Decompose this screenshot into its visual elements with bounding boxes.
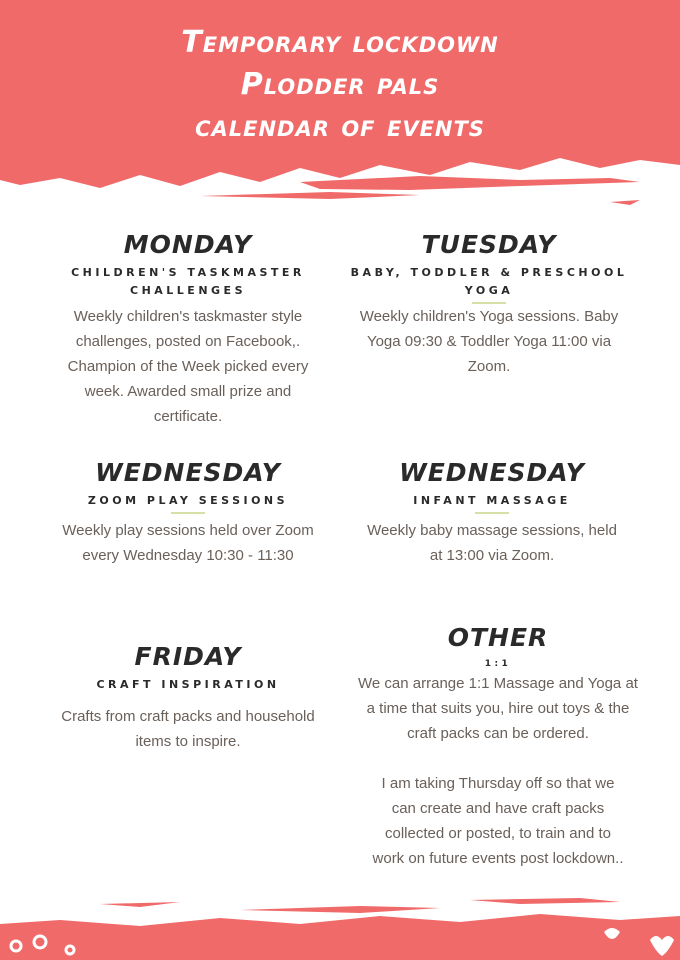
wednesday-zoom-section <box>46 458 330 568</box>
event-description: Weekly children's taskmaster style challenges, posted on Facebook,. Champion of the Week picked every week. Awarded small prize and certificate. <box>67 308 309 425</box>
event-note: I am taking Thursday off so that we can create and have craft packs collected or posted, to train and to work on future events post lockdown.. <box>372 775 624 867</box>
title-line-2: Plodder pals <box>240 67 440 102</box>
event-description: Crafts from craft packs and household items to inspire. <box>61 708 315 750</box>
tuesday-section <box>344 230 634 379</box>
event-subtitle: BABY, TODDLER & PRESCHOOL YOGA <box>350 266 628 297</box>
event-subtitle: 1:1 <box>484 659 512 669</box>
day-heading: FRIDAY <box>134 642 242 671</box>
title-line-3: calendar of events <box>195 109 485 144</box>
footer-banner <box>0 880 680 960</box>
event-subtitle: CRAFT INSPIRATION <box>96 678 280 691</box>
event-subtitle: CHILDREN'S TASKMASTER CHALLENGES <box>71 266 305 297</box>
header-banner <box>0 0 680 200</box>
friday-section <box>46 642 330 754</box>
subtitle-underline <box>475 512 509 514</box>
event-subtitle: ZOOM PLAY SESSIONS <box>87 494 289 507</box>
event-description: Weekly children's Yoga sessions. Baby Yoga 09:30 & Toddler Yoga 11:00 via Zoom. <box>359 308 619 375</box>
subtitle-underline <box>171 512 205 514</box>
event-description: We can arrange 1:1 Massage and Yoga at a time that suits you, hire out toys & the craft packs can be ordered. <box>358 675 638 742</box>
day-heading: OTHER <box>447 623 549 652</box>
wednesday-massage-section <box>350 458 634 568</box>
day-heading: WEDNESDAY <box>95 458 281 487</box>
day-heading: TUESDAY <box>421 230 557 259</box>
day-heading: MONDAY <box>123 230 253 259</box>
event-subtitle: INFANT MASSAGE <box>413 494 571 507</box>
monday-section <box>50 230 326 429</box>
event-description: Weekly baby massage sessions, held at 13:00 via Zoom. <box>367 522 617 564</box>
title-line-1: Temporary lockdown <box>181 25 499 60</box>
event-description: Weekly play sessions held over Zoom every Wednesday 10:30 - 11:30 <box>62 522 314 564</box>
day-heading: WEDNESDAY <box>399 458 585 487</box>
other-section <box>350 623 646 871</box>
paint-stroke-footer <box>0 880 680 960</box>
